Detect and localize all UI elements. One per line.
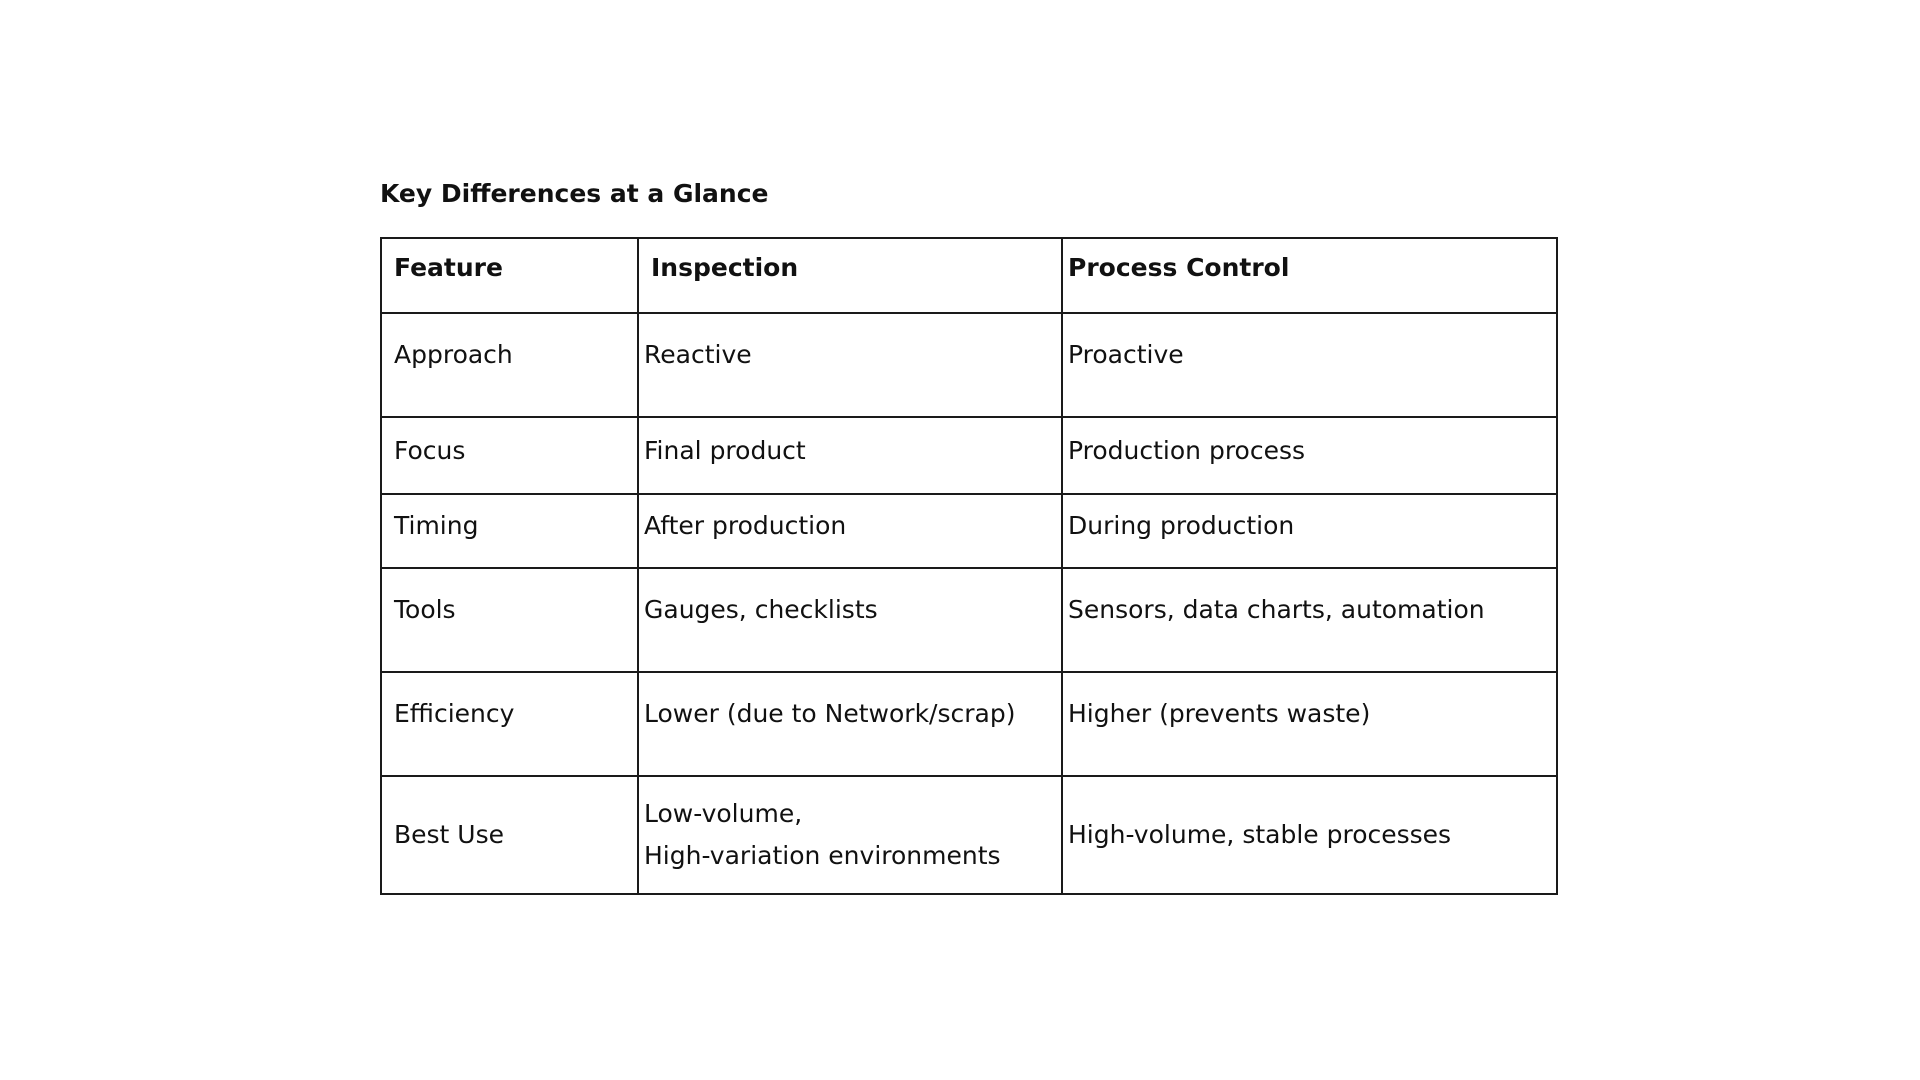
cell-line: After production (644, 511, 847, 540)
table-row (381, 672, 1557, 776)
cell-inspection (638, 494, 1062, 568)
cell-process-control: High-volume, stable processes (1062, 776, 1557, 894)
header-process-control: Process Control (1062, 238, 1557, 313)
cell-process-control: During production (1062, 494, 1557, 568)
cell-feature: Best Use (381, 776, 638, 894)
page-title: Key Differences at a Glance (380, 179, 769, 208)
cell-line: High-variation environments (644, 841, 1001, 870)
cell-line: Low-volume, (644, 799, 803, 828)
cell-process-control: Higher (prevents waste) (1062, 672, 1557, 776)
comparison-table (380, 237, 1558, 895)
cell-feature: Efficiency (381, 672, 638, 776)
cell-feature: Focus (381, 417, 638, 494)
cell-line: Reactive (644, 340, 752, 369)
cell-inspection (638, 672, 1062, 776)
cell-inspection (638, 313, 1062, 417)
cell-process-control: Production process (1062, 417, 1557, 494)
cell-inspection (638, 568, 1062, 672)
table-row (381, 494, 1557, 568)
table-row (381, 568, 1557, 672)
cell-inspection (638, 417, 1062, 494)
header-inspection: Inspection (638, 238, 1062, 313)
cell-line: Gauges, checklists (644, 595, 878, 624)
cell-feature: Tools (381, 568, 638, 672)
header-feature: Feature (381, 238, 638, 313)
cell-inspection (638, 776, 1062, 894)
table-row (381, 776, 1557, 894)
table-header-row (381, 238, 1557, 313)
table-row (381, 417, 1557, 494)
table-row (381, 313, 1557, 417)
cell-feature: Timing (381, 494, 638, 568)
cell-feature: Approach (381, 313, 638, 417)
cell-process-control: Proactive (1062, 313, 1557, 417)
cell-process-control: Sensors, data charts, automation (1062, 568, 1557, 672)
cell-line: Final product (644, 435, 806, 465)
cell-line: Lower (due to Network/scrap) (644, 699, 1016, 728)
